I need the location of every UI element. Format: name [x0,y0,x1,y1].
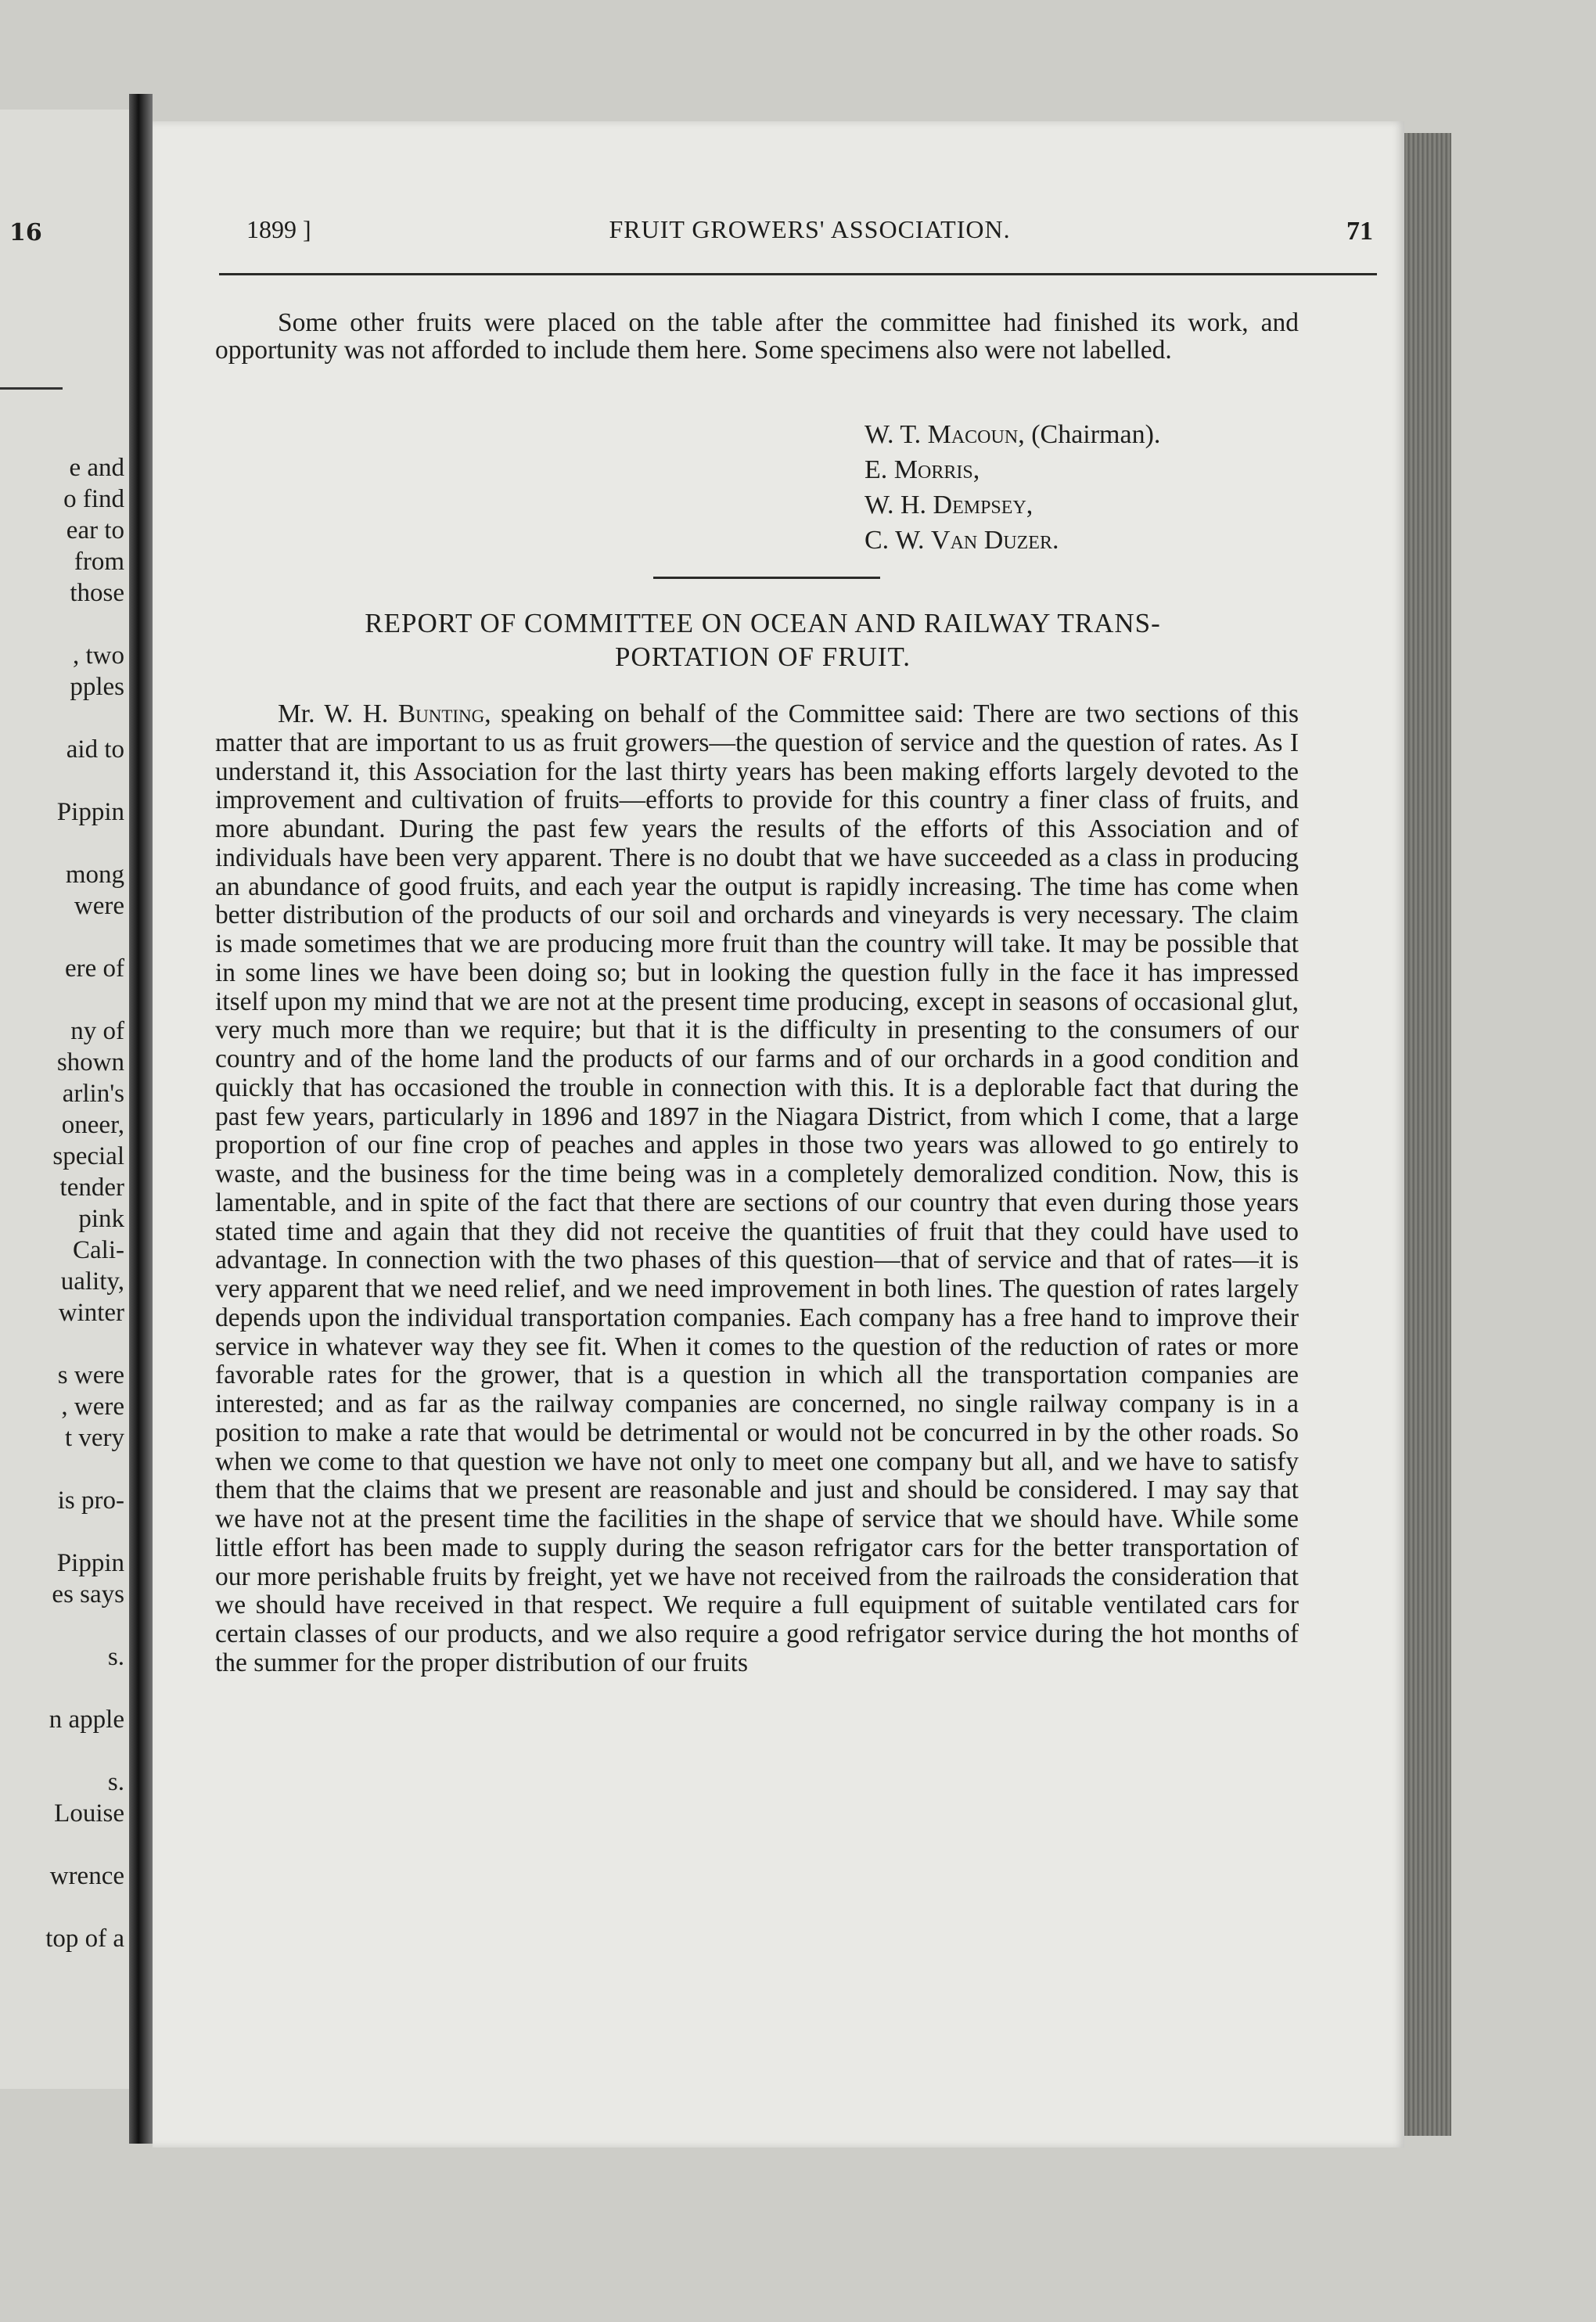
previous-page-number: 16 [9,219,42,246]
signatory-surname: Morris [893,455,973,484]
signatory-suffix: , [1026,491,1033,519]
report-heading-line1: REPORT OF COMMITTEE ON OCEAN AND RAILWAY TRANS- [365,608,1161,638]
signatory-suffix: . [1051,526,1059,555]
previous-page-fragment: o find [63,485,124,513]
signatory [864,523,1160,558]
intro-paragraph-text: Some other fruits were placed on the table after the committee had finished its work, and opportunity was not afforded to include them here. Some specimens also were not labelled. [215,308,1299,365]
signatory-surname: Dempsey [933,491,1026,519]
signatory-initials: W. H. [864,491,933,519]
previous-page-fragment: pples [70,673,124,701]
intro-paragraph [215,309,1299,365]
previous-page-fragment: , were [61,1393,124,1421]
report-body [215,700,1299,1678]
header-rule [219,273,1377,275]
signatory-surname: Van Duzer [931,526,1052,555]
previous-page-fragment: aid to [66,735,124,764]
signatory-surname: Macoun [927,420,1019,449]
page-number: 71 [1346,217,1373,246]
signatory-suffix: , [972,455,980,484]
signatory-initials: C. W. [864,526,932,555]
previous-page-fragment: is pro- [57,1486,124,1515]
signatory-initials: W. T. [864,420,928,449]
book-gutter [129,94,153,2144]
signatory [864,487,1160,523]
previous-page-fragment: Pippin [56,798,124,826]
running-head-title: FRUIT GROWERS' ASSOCIATION. [609,215,1011,243]
previous-page-fragment: special [52,1142,124,1170]
report-heading-line2: PORTATION OF FRUIT. [614,642,911,672]
previous-page-fragment: e and [69,454,124,482]
previous-page-fragment: Pippin [56,1549,124,1577]
signatory [864,452,1160,487]
running-head-year: 1899 ] [246,215,311,243]
previous-page-fragment: oneer, [61,1111,124,1139]
previous-page-fragment: from [74,548,124,576]
previous-page-fragment: were [74,892,124,920]
previous-page-fragment: wrence [49,1862,124,1890]
speaker-prefix: Mr. W. H. [278,699,398,728]
signatory-initials: E. [864,455,894,484]
signatory-suffix: , (Chairman). [1018,420,1161,449]
previous-page-fragment: mong [65,861,124,889]
report-heading [215,606,1310,674]
running-head [246,215,1373,254]
previous-page-fragment: pink [78,1205,124,1233]
previous-page-fragment: top of a [45,1925,124,1953]
previous-page-fragment: ny of [70,1017,124,1045]
previous-page-fragment: winter [58,1299,124,1327]
report-paragraph [215,700,1299,1678]
previous-page-fragment: arlin's [62,1080,124,1108]
book-page [153,121,1404,2148]
previous-page-fragment: ear to [66,516,124,545]
previous-page-fragment: s. [107,1768,124,1796]
previous-page-fragment: s. [107,1643,124,1671]
section-divider [653,577,880,579]
previous-page-fragment: shown [56,1048,124,1077]
previous-page-fragment: t very [64,1424,124,1452]
previous-page-rule [0,387,63,390]
previous-page-fragment: , two [73,642,124,670]
previous-page-fragment: Cali- [73,1236,124,1264]
previous-page-fragment: n apple [49,1706,124,1734]
signatories [864,417,1160,558]
previous-page-fragment: s were [57,1361,124,1389]
previous-page-fragment: ere of [64,954,124,983]
previous-page-fragment: Louise [54,1799,124,1828]
previous-page-strip [0,110,129,2089]
report-text: , speaking on behalf of the Committee said: There are two sections of this matter that are important to us as fruit growers—the question of service and the question of rates. As I understand it, this Association for the last thirty years has been making efforts largely devoted to the improvement and cultivation of fruits—efforts to provide for this country a finer class of fruits, and more abundant. During the past few years the results of the efforts of this Association and of individuals have been very apparent. There is no doubt that we have succeeded as a class in producing an abundance of good fruits, and each year the output is rapidly increasing. The time has come when better distribution of the products of our soil and orchards and vineyards is very necessary. The claim is made sometimes that we are producing more fruit than the country will take. It may be possible that in some lines we have been doing so; but in looking the question fully in the face it has impressed itself upon my mind that we are not at the present time producing, except in seasons of occasional glut, very much more than we require; but that it is the difficulty in presenting to the consumers of our country and of the home land the products of our farms and of our orchards in a good condition and quickly that has occasioned the trouble in connection with this. It is a deplorable fact that during the past few years, particularly in 1896 and 1897 in the Niagara District, from which I come, that a large proportion of our fine crop of peaches and apples in those two years was allowed to go entirely to waste, and the business for the time being was in a completely demoralized condition. Now, this is lamentable, and in spite of the fact that there are sections of our country that even during those years stated time and again that they did not receive the quantities of fruit that they could have used to advantage. In connection with the two phases of this question—that of service and that of rates—it is very apparent that we need relief, and we need improvement in both lines. The question of rates largely depends upon the individual transportation companies. Each company has a free hand to improve their service in whatever way they see fit. When it comes to the question of the reduction of rates or more favorable rates for the grower, that is a question in which all the transportation companies are interested; and as far as the railway companies are concerned, no single railway company is in a position to make a rate that would be detrimental or would not be concurred in by the other roads. So when we come to that question we have not only to meet one company but all, and we have to satisfy them that the claims that we present are reasonable and just and should be considered. I may say that we have not at the present time the facilities in the shape of service that we should have. While some little effort has been made to supply during the season refrigator cars for the better transportation of our more perishable fruits by freight, yet we have not received from the railroads the consideration that we should have received in that respect. We require a full equipment of suitable ventilated cars for certain classes of our products, and we also require a good refrigator service during the hot months of the summer for the proper distribution of our fruits [215,699,1299,1677]
previous-page-fragment: uality, [60,1267,124,1296]
previous-page-fragment: those [70,579,124,607]
page-edges [1404,133,1451,2136]
signatory [864,417,1160,452]
previous-page-fragment: tender [59,1174,124,1202]
previous-page-fragment: es says [52,1580,124,1609]
speaker-name: Bunting [397,699,485,728]
